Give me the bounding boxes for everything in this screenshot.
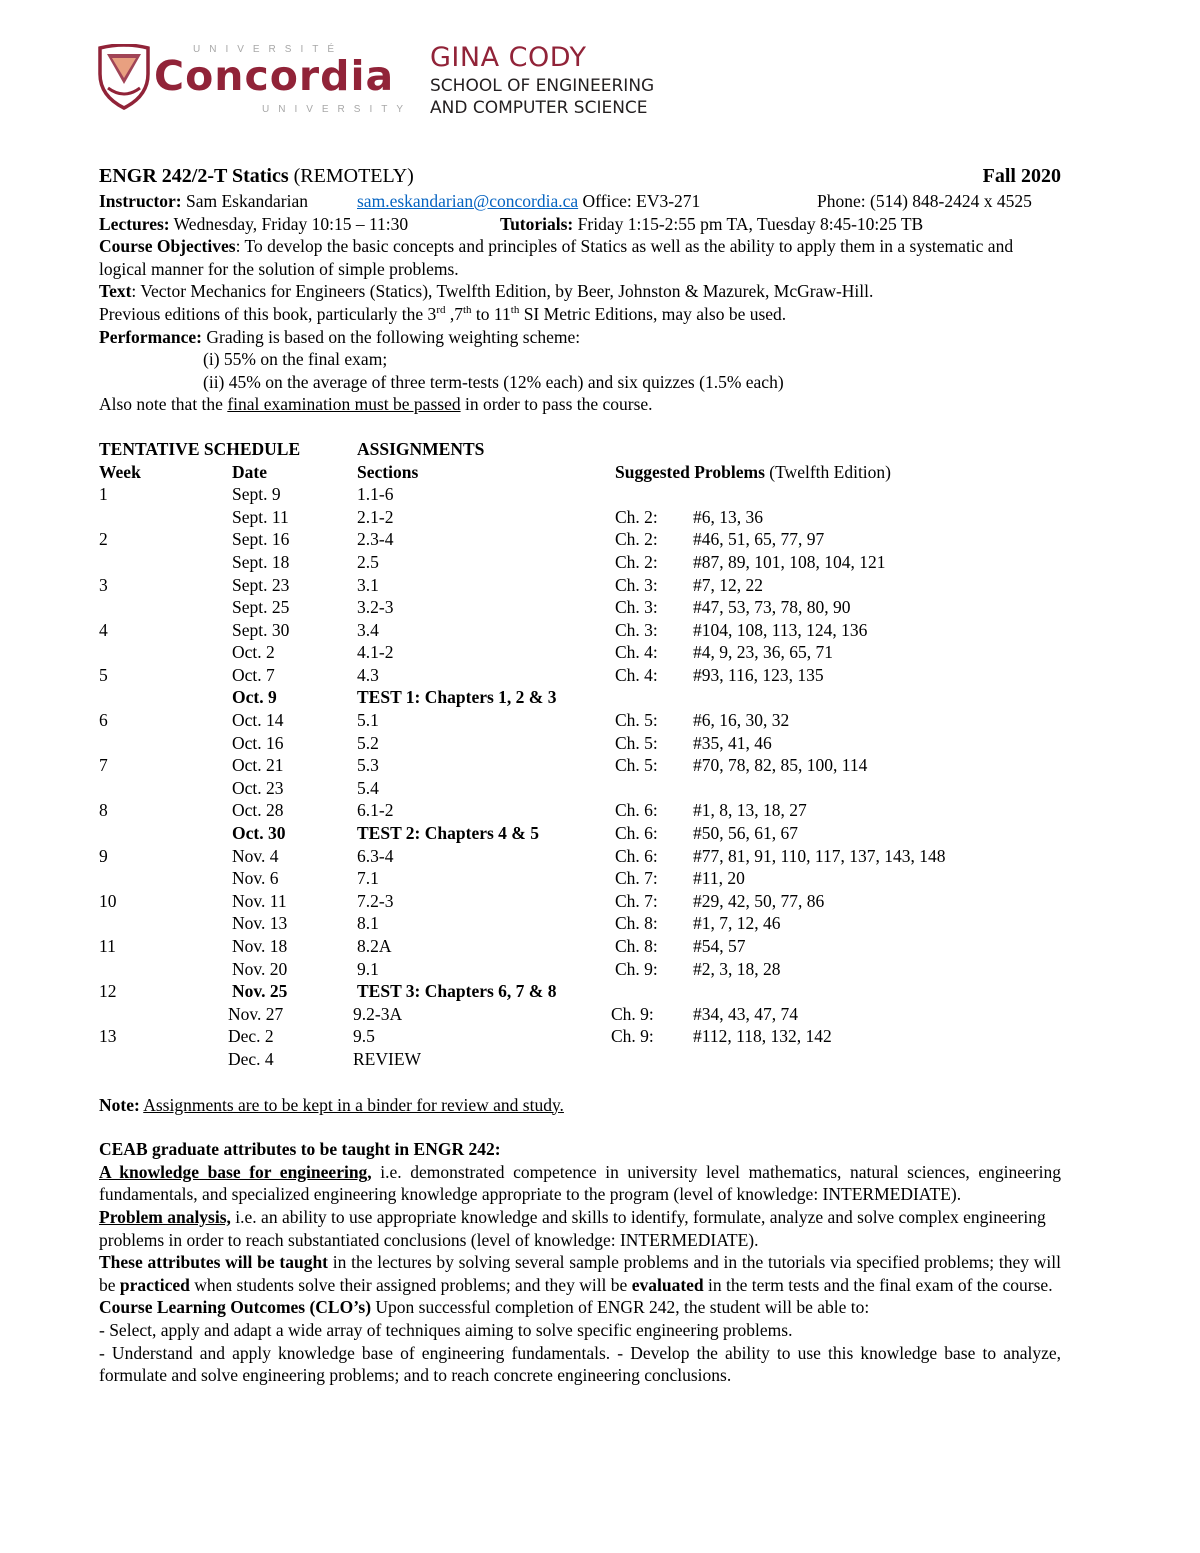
schedule-row xyxy=(99,890,1061,913)
final-note-b: in order to pass the course. xyxy=(460,394,653,415)
schedule-row xyxy=(99,483,1061,506)
instructor-line xyxy=(99,190,1061,213)
week-cell: 7 xyxy=(99,755,108,776)
clo-intro xyxy=(99,1296,1061,1319)
date-cell: Sept. 16 xyxy=(232,529,290,550)
col-suggested-problems: Suggested Problems xyxy=(615,461,765,482)
chapter-cell: Ch. 8: xyxy=(615,936,658,956)
clo-item-2: - Understand and apply knowledge base of engineering fundamentals. - Develop the ability to use this knowledge base to analyze, formulate and solve engineering problems; and to reach concrete engineering conclusions. xyxy=(99,1342,1061,1386)
date-cell: Nov. 13 xyxy=(232,913,288,934)
office-location: Office: EV3-271 xyxy=(578,191,701,211)
date-cell: Oct. 7 xyxy=(232,664,275,685)
week-cell: 2 xyxy=(99,529,108,550)
date-cell: Sept. 25 xyxy=(232,597,290,618)
logo-universite-text: UNIVERSITÉ xyxy=(193,44,344,55)
schedule-row xyxy=(99,641,1061,664)
sections-cell: 3.4 xyxy=(357,619,379,640)
chapter-cell: Ch. 4: xyxy=(615,664,658,685)
grading-item-1: (i) 55% on the final exam; xyxy=(203,349,388,370)
schedule-rows xyxy=(99,483,1061,1070)
date-cell: Oct. 14 xyxy=(232,710,284,731)
date-cell: Sept. 11 xyxy=(232,506,289,527)
taught-text-3: in the term tests and the final exam of the course. xyxy=(703,1274,1053,1295)
final-note-a: Also note that the xyxy=(99,394,228,415)
date-cell: Nov. 25 xyxy=(232,981,288,1002)
sections-cell: TEST 1: Chapters 1, 2 & 3 xyxy=(357,687,557,708)
course-term: Fall 2020 xyxy=(982,165,1061,187)
text-label: Text xyxy=(99,281,132,302)
chapter-cell: Ch. 5: xyxy=(615,732,658,753)
taught-label: These attributes will be taught xyxy=(99,1252,329,1273)
sections-cell: 6.3-4 xyxy=(357,845,394,866)
week-cell: 11 xyxy=(99,936,116,956)
chapter-cell: Ch. 7: xyxy=(615,868,658,889)
schedule-row xyxy=(99,506,1061,529)
school-line-2: SCHOOL OF ENGINEERING xyxy=(430,76,655,96)
problems-cell: #54, 57 xyxy=(693,936,746,956)
sections-cell: TEST 3: Chapters 6, 7 & 8 xyxy=(357,981,557,1002)
course-code-title: ENGR 242/2-T Statics xyxy=(99,165,289,187)
week-cell: 4 xyxy=(99,619,108,640)
problems-cell: #6, 16, 30, 32 xyxy=(693,710,790,731)
problems-cell: #35, 41, 46 xyxy=(693,732,772,753)
date-cell: Sept. 23 xyxy=(232,574,290,595)
prev-editions-a: Previous editions of this book, particularly the 3 xyxy=(99,303,437,324)
date-cell: Dec. 4 xyxy=(228,1048,274,1069)
problems-cell: #1, 7, 12, 46 xyxy=(693,913,781,934)
instructor-email-link[interactable]: sam.eskandarian@concordia.ca xyxy=(357,191,579,211)
schedule-row xyxy=(99,799,1061,822)
objectives-label: Course Objectives xyxy=(99,236,236,257)
schedule-row xyxy=(99,686,1061,709)
week-cell: 12 xyxy=(99,981,117,1002)
schedule-row xyxy=(99,596,1061,619)
binder-note xyxy=(99,1094,1061,1117)
letterhead xyxy=(0,0,1200,140)
sections-cell: TEST 2: Chapters 4 & 5 xyxy=(357,823,539,844)
week-cell: 9 xyxy=(99,845,108,866)
grading-item-2: (ii) 45% on the average of three term-tests (12% each) and six quizzes (1.5% each) xyxy=(203,371,784,392)
prev-sup-th-1: th xyxy=(462,304,472,317)
chapter-cell: Ch. 3: xyxy=(615,574,658,595)
schedule-row xyxy=(99,732,1061,755)
tutorials-label: Tutorials: xyxy=(500,213,574,234)
tutorials-value: Friday 1:15-2:55 pm TA, Tuesday 8:45-10:25 TB xyxy=(573,213,924,234)
final-exam-note xyxy=(99,393,1061,416)
week-cell: 5 xyxy=(99,664,108,685)
date-cell: Nov. 18 xyxy=(232,936,288,956)
chapter-cell: Ch. 6: xyxy=(615,800,658,821)
prev-editions-c: to 11 xyxy=(471,303,511,324)
week-cell: 10 xyxy=(99,890,117,911)
previous-editions-line xyxy=(99,303,1061,326)
problems-cell: #104, 108, 113, 124, 136 xyxy=(693,619,868,640)
schedule-row xyxy=(99,980,1061,1003)
sections-cell: 4.3 xyxy=(357,664,379,685)
lectures-value: Wednesday, Friday 10:15 – 11:30 xyxy=(169,213,409,234)
note-text: Assignments are to be kept in a binder for review and study. xyxy=(143,1094,564,1115)
taught-text-1: in the lectures by solving several sample problems and in the tutorials via specified problems; they will be xyxy=(99,1252,1061,1295)
col-week: Week xyxy=(99,461,141,482)
date-cell: Sept. 30 xyxy=(232,619,290,640)
clo-text: Upon successful completion of ENGR 242, the student will be able to: xyxy=(371,1297,870,1318)
schedule-row xyxy=(99,664,1061,687)
col-problems-edition: (Twelfth Edition) xyxy=(764,461,891,482)
sections-cell: 9.2-3A xyxy=(353,1003,403,1024)
sections-cell: 4.1-2 xyxy=(357,642,394,663)
sections-cell: 5.1 xyxy=(357,710,379,731)
sections-cell: 7.1 xyxy=(357,868,379,889)
prev-editions-d: SI Metric Editions, may also be used. xyxy=(519,303,787,324)
sections-cell: REVIEW xyxy=(353,1048,422,1069)
date-cell: Oct. 16 xyxy=(232,732,284,753)
problems-cell: #47, 53, 73, 78, 80, 90 xyxy=(693,597,851,618)
instructor-name: Sam Eskandarian xyxy=(181,191,308,211)
sections-cell: 5.2 xyxy=(357,732,379,753)
schedule-row xyxy=(99,845,1061,868)
date-cell: Oct. 30 xyxy=(232,823,286,844)
ceab-heading-text: CEAB graduate attributes to be taught in ENGR 242: xyxy=(99,1139,501,1160)
performance-text: Grading is based on the following weighting scheme: xyxy=(202,326,581,347)
kb-text: i.e. demonstrated competence in university level mathematics, natural sciences, engineering fundamentals, and specialized engineering knowledge appropriate to the program (level of knowledge: INTERMEDIATE). xyxy=(99,1161,1061,1205)
instructor-label: Instructor: xyxy=(99,191,182,211)
ceab-knowledge-base xyxy=(99,1161,1061,1206)
evaluated-word: evaluated xyxy=(631,1274,704,1295)
problems-cell: #34, 43, 47, 74 xyxy=(693,1003,798,1024)
school-line-3: AND COMPUTER SCIENCE xyxy=(430,98,648,118)
schedule-row xyxy=(99,777,1061,800)
problems-cell: #29, 42, 50, 77, 86 xyxy=(693,890,825,911)
schedule-row xyxy=(99,528,1061,551)
date-cell: Dec. 2 xyxy=(228,1026,274,1047)
problems-cell: #112, 118, 132, 142 xyxy=(693,1026,832,1047)
problems-cell: #4, 9, 23, 36, 65, 71 xyxy=(693,642,833,663)
sections-cell: 3.1 xyxy=(357,574,379,595)
sections-cell: 1.1-6 xyxy=(357,484,394,505)
sections-cell: 3.2-3 xyxy=(357,597,394,618)
kb-label: A knowledge base for engineering, xyxy=(99,1161,372,1182)
note-label: Note: xyxy=(99,1094,140,1115)
week-cell: 3 xyxy=(99,574,108,595)
course-title-line xyxy=(99,165,1061,190)
logo-university-text: UNIVERSITY xyxy=(262,104,413,115)
date-cell: Nov. 4 xyxy=(232,845,279,866)
sections-cell: 6.1-2 xyxy=(357,800,394,821)
problems-cell: #1, 8, 13, 18, 27 xyxy=(693,800,807,821)
col-date: Date xyxy=(232,461,267,482)
objectives-text: : To develop the basic concepts and principles of Statics as well as the ability to apply them in a systematic and logical manner for the solution of simple problems. xyxy=(99,236,1014,279)
problems-cell: #46, 51, 65, 77, 97 xyxy=(693,529,825,550)
textbook-line xyxy=(99,280,1061,303)
chapter-cell: Ch. 4: xyxy=(615,642,658,663)
schedule-row xyxy=(99,709,1061,732)
concordia-shield-logo xyxy=(98,44,150,110)
course-mode: (REMOTELY) xyxy=(288,165,414,187)
performance-line xyxy=(99,326,1061,349)
schedule-row xyxy=(99,1025,1061,1048)
date-cell: Nov. 20 xyxy=(232,958,288,979)
week-cell: 6 xyxy=(99,710,108,731)
practiced-word: practiced xyxy=(119,1274,190,1295)
sections-cell: 5.3 xyxy=(357,755,379,776)
problems-cell: #93, 116, 123, 135 xyxy=(693,664,824,685)
chapter-cell: Ch. 6: xyxy=(615,845,658,866)
chapter-cell: Ch. 8: xyxy=(615,913,658,934)
chapter-cell: Ch. 2: xyxy=(615,529,658,550)
pa-text: i.e. an ability to use appropriate knowledge and skills to identify, formulate, analyze and solve complex engineering problems in order to reach substantiated conclusions (level of knowledge: INTERMEDIATE). xyxy=(99,1206,1046,1250)
schedule-row xyxy=(99,1048,1061,1071)
problems-cell: #70, 78, 82, 85, 100, 114 xyxy=(693,755,868,776)
date-cell: Oct. 28 xyxy=(232,800,284,821)
chapter-cell: Ch. 5: xyxy=(615,755,658,776)
date-cell: Sept. 18 xyxy=(232,551,290,572)
chapter-cell: Ch. 3: xyxy=(615,619,658,640)
schedule-row xyxy=(99,958,1061,981)
sections-cell: 7.2-3 xyxy=(357,890,394,911)
problems-cell: #7, 12, 22 xyxy=(693,574,763,595)
clo-item-1: - Select, apply and adapt a wide array of techniques aiming to solve specific engineering problems. xyxy=(99,1319,793,1340)
col-sections: Sections xyxy=(357,461,419,482)
prev-sup-th-2: th xyxy=(510,304,520,317)
sections-cell: 8.1 xyxy=(357,913,379,934)
phone-number: Phone: (514) 848-2424 x 4525 xyxy=(817,191,1032,211)
problems-cell: #50, 56, 61, 67 xyxy=(693,823,798,844)
chapter-cell: Ch. 7: xyxy=(615,890,658,911)
schedule-table xyxy=(99,438,1061,1071)
date-cell: Oct. 9 xyxy=(232,687,277,708)
chapter-cell: Ch. 2: xyxy=(615,551,658,572)
final-note-underlined: final examination must be passed xyxy=(227,394,461,415)
sections-cell: 9.1 xyxy=(357,958,379,979)
week-cell: 13 xyxy=(99,1026,117,1047)
sections-cell: 2.1-2 xyxy=(357,506,394,527)
chapter-cell: Ch. 9: xyxy=(615,958,658,979)
ceab-taught xyxy=(99,1251,1061,1296)
performance-label: Performance: xyxy=(99,326,202,347)
taught-text-2: when students solve their assigned problems; and they will be xyxy=(189,1274,632,1295)
date-cell: Oct. 21 xyxy=(232,755,284,776)
schedule-row xyxy=(99,754,1061,777)
schedule-row xyxy=(99,1003,1061,1026)
schedule-row xyxy=(99,912,1061,935)
chapter-cell: Ch. 9: xyxy=(611,1003,654,1024)
week-cell: 1 xyxy=(99,484,108,505)
problems-cell: #11, 20 xyxy=(693,868,745,889)
course-outline xyxy=(99,165,1061,1387)
sections-cell: 2.3-4 xyxy=(357,529,394,550)
schedule-row xyxy=(99,551,1061,574)
schedule-row xyxy=(99,822,1061,845)
chapter-cell: Ch. 9: xyxy=(611,1026,654,1047)
logo-concordia-wordmark: Concordia xyxy=(154,52,395,100)
course-objectives xyxy=(99,235,1061,280)
ceab-problem-analysis xyxy=(99,1206,1061,1251)
problems-cell: #6, 13, 36 xyxy=(693,506,763,527)
date-cell: Oct. 23 xyxy=(232,777,284,798)
problems-cell: #77, 81, 91, 110, 117, 137, 143, 148 xyxy=(693,845,946,866)
schedule-heading-row xyxy=(99,438,1061,461)
schedule-row xyxy=(99,619,1061,642)
school-name: GINA CODY xyxy=(430,42,587,73)
date-cell: Nov. 6 xyxy=(232,868,279,889)
text-value: : Vector Mechanics for Engineers (Statics), Twelfth Edition, by Beer, Johnston & Mazurek, McGraw-Hill. xyxy=(131,281,874,302)
chapter-cell: Ch. 2: xyxy=(615,506,658,527)
date-cell: Oct. 2 xyxy=(232,642,275,663)
schedule-row xyxy=(99,867,1061,890)
prev-editions-b: ,7 xyxy=(445,303,463,324)
chapter-cell: Ch. 5: xyxy=(615,710,658,731)
lectures-label: Lectures: xyxy=(99,213,170,234)
schedule-row xyxy=(99,574,1061,597)
problems-cell: #2, 3, 18, 28 xyxy=(693,958,781,979)
chapter-cell: Ch. 3: xyxy=(615,597,658,618)
sections-cell: 8.2A xyxy=(357,936,392,956)
assignments-heading: ASSIGNMENTS xyxy=(357,438,485,459)
ceab-heading xyxy=(99,1138,1061,1161)
date-cell: Nov. 27 xyxy=(228,1003,284,1024)
chapter-cell: Ch. 6: xyxy=(615,823,658,844)
clo-label: Course Learning Outcomes (CLO’s) xyxy=(99,1297,372,1318)
pa-label: Problem analysis, xyxy=(99,1206,231,1227)
schedule-heading: TENTATIVE SCHEDULE xyxy=(99,438,301,459)
sections-cell: 2.5 xyxy=(357,551,379,572)
schedule-row xyxy=(99,935,1061,958)
sections-cell: 5.4 xyxy=(357,777,379,798)
date-cell: Sept. 9 xyxy=(232,484,281,505)
week-cell: 8 xyxy=(99,800,108,821)
schedule-column-headers xyxy=(99,461,1061,484)
sections-cell: 9.5 xyxy=(353,1026,375,1047)
lectures-line xyxy=(99,213,1061,236)
problems-cell: #87, 89, 101, 108, 104, 121 xyxy=(693,551,886,572)
date-cell: Nov. 11 xyxy=(232,890,287,911)
prev-sup-rd: rd xyxy=(436,304,446,317)
